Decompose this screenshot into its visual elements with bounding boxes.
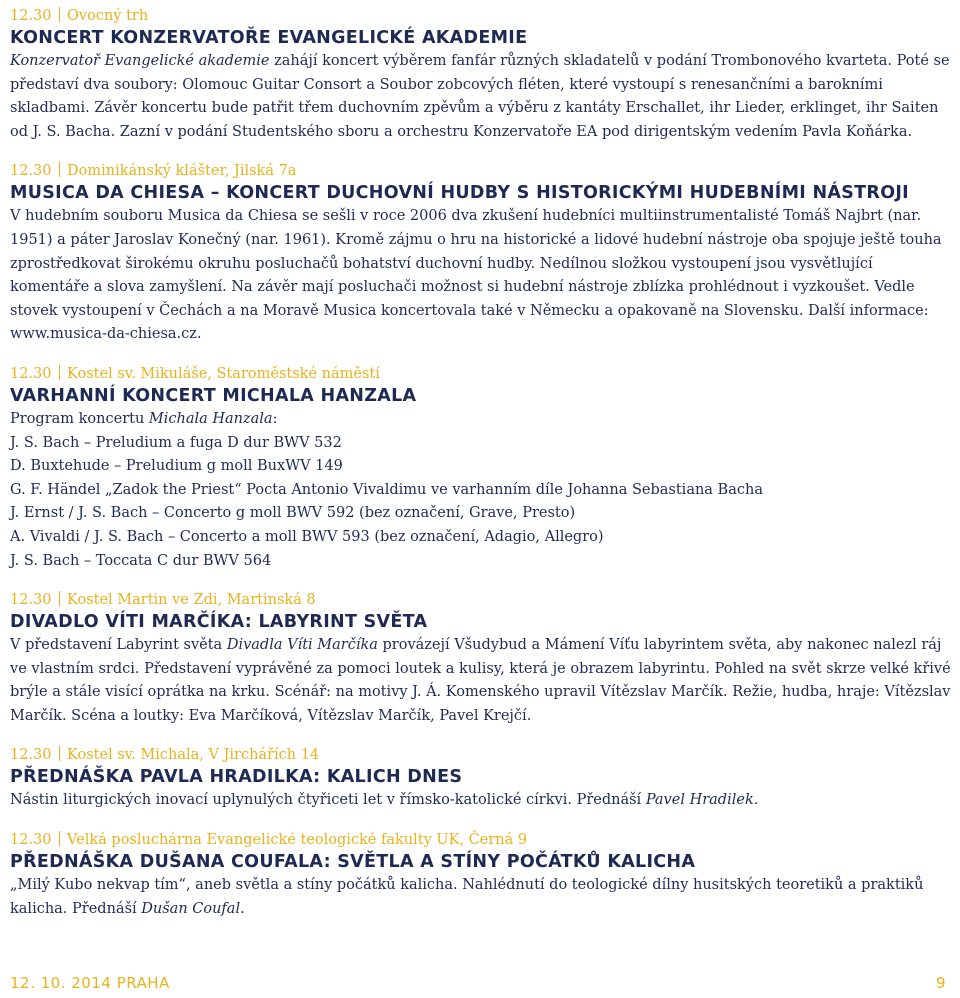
event-description xyxy=(10,874,952,921)
event-description xyxy=(10,205,952,347)
event-time: 12.30 xyxy=(10,365,52,382)
event-place: Kostel sv. Michala, V Jirchářích 14 xyxy=(67,747,320,764)
separator xyxy=(59,365,61,380)
event-title: VARHANNÍ KONCERT MICHALA HANZALA xyxy=(10,385,417,406)
event-time: 12.30 xyxy=(10,8,52,24)
program-item: J. S. Bach – Preludium a fuga D dur BWV 532 xyxy=(10,434,342,451)
separator xyxy=(59,831,61,846)
theatre-name: Divadla Víti Marčíka xyxy=(226,637,378,654)
event-time: 12.30 xyxy=(10,747,52,764)
event-title: DIVADLO VÍTI MARČÍKA: LABYRINT SVĚTA xyxy=(10,612,428,633)
separator xyxy=(59,7,61,22)
program-item: A. Vivaldi / J. S. Bach – Concerto a moll BWV 593 (bez označení, Adagio, Allegro) xyxy=(10,528,604,545)
program-item: J. Ernst / J. S. Bach – Concerto g moll BWV 592 (bez označení, Grave, Presto) xyxy=(10,505,576,522)
event-concert-conservatory xyxy=(10,6,952,144)
program-intro-text: Program koncertu xyxy=(10,410,149,427)
lecturer-name: Dušan Coufal xyxy=(141,900,241,917)
page-footer xyxy=(10,974,946,992)
description-text: V hudebním souboru Musica da Chiesa se sešli v roce 2006 dva zkušení hudebníci multiinstrumentalisté Tomáš Najbrt (nar. 1951) a páter Jaroslav Konečný (nar. 1961). Kromě zájmu o hru na historické a lidové hudební nástroje oba spojuje ještě touha zprostředkovat širokému okruhu posluchačů bohatství duchovní hudby. Nedílnou složkou vystoupení jsou vysvětlující komentáře a slova zamyšlení. Na závěr mají posluchači možnost si hudební nástroje zblízka prohlédnout i vyzkoušet. Vedle stovek vystoupení v Čechách a na Moravě Musica koncertovala také v Německu a opakovaně na Slovensku. Další informace: www.musica-da-chiesa.cz. xyxy=(10,208,942,343)
event-place: Dominikánský klášter, Jilská 7a xyxy=(67,163,297,180)
event-musica-da-chiesa xyxy=(10,161,952,347)
event-time: 12.30 xyxy=(10,832,52,849)
event-title: KONCERT KONZERVATOŘE EVANGELICKÉ AKADEMIE xyxy=(10,28,528,48)
event-meta xyxy=(10,830,952,850)
description-text: zahájí koncert výběrem fanfár různých skladatelů v podání Trombonového kvarteta. Poté se představí dva soubory: Olomouc Guitar Consort a Soubor zobcových fléten, které vystoupí s renesančními a barokními skladbami. Závěr koncertu bude patřit třem duchovním zpěvům a výběru z kantáty Erschallet, ihr Lieder, erklinget, ihr Saiten od J. S. Bacha. Zazní v podání Studentského sboru a orchestru Konzervatoře EA pod dirigentským vedením Pavla Koňárka. xyxy=(10,53,950,140)
event-time: 12.30 xyxy=(10,592,52,609)
event-description xyxy=(10,789,952,813)
event-meta xyxy=(10,364,952,384)
event-meta xyxy=(10,590,952,610)
performer-name: Michala Hanzala xyxy=(148,410,273,427)
event-title: PŘEDNÁŠKA PAVLA HRADILKA: KALICH DNES xyxy=(10,767,463,788)
event-meta xyxy=(10,6,952,26)
event-time: 12.30 xyxy=(10,163,52,180)
event-lecture-hradilek xyxy=(10,745,952,813)
event-meta xyxy=(10,161,952,181)
program-colon: : xyxy=(272,410,278,427)
event-description xyxy=(10,50,952,144)
description-text: . xyxy=(240,900,245,917)
program-item: G. F. Händel „Zadok the Priest“ Pocta Antonio Vivaldimu ve varhanním díle Johanna Sebastiana Bacha xyxy=(10,481,763,498)
event-meta xyxy=(10,745,952,765)
description-text: V představení Labyrint světa xyxy=(10,637,227,654)
event-place: Velká posluchárna Evangelické teologické fakulty UK, Černá 9 xyxy=(67,832,528,849)
description-text: . xyxy=(753,792,759,809)
separator xyxy=(59,162,61,177)
description-text: Nástin liturgických inovací uplynulých čtyřiceti let v římsko-katolické církvi. Přednáší xyxy=(10,792,646,809)
program-item: D. Buxtehude – Preludium g moll BuxWV 149 xyxy=(10,458,343,475)
event-place: Kostel Martin ve Zdi, Martinská 8 xyxy=(67,592,316,609)
description-text: provázejí Všudybud a Mámení Víťu labyrintem světa, aby nakonec nalezl ráj ve vlastním srdci. Představení vyprávěné za pomoci loutek a kulisy, která je obrazem labyrintu. Pohled na svět skrze velké křivé brýle a stále visící oprátka na krku. Scénář: na motivy J. Á. Komenského upravil Vítězslav Marčík. Režie, hudba, hraje: Vítězslav Marčík. Scéna a loutky: Eva Marčíková, Vítězslav Marčík, Pavel Krejčí. xyxy=(10,637,951,724)
event-title: MUSICA DA CHIESA – KONCERT DUCHOVNÍ HUDBY S HISTORICKÝMI HUDEBNÍMI NÁSTROJI xyxy=(10,183,909,204)
program-item: J. S. Bach – Toccata C dur BWV 564 xyxy=(10,552,272,569)
event-lecture-coufal xyxy=(10,830,952,921)
description-text: „Milý Kubo nekvap tím“, aneb světla a stíny počátků kalicha. Nahlédnutí do teologické dílny husitských teoretiků a praktiků kalicha. Přednáší xyxy=(10,877,924,917)
ensemble-name: Konzervatoř Evangelické akademie xyxy=(10,53,270,69)
program-intro xyxy=(10,408,952,432)
event-organ-concert xyxy=(10,364,952,573)
separator xyxy=(59,591,61,606)
separator xyxy=(59,746,61,761)
event-place: Ovocný trh xyxy=(67,8,149,24)
event-place: Kostel sv. Mikuláše, Staroměstské náměstí xyxy=(67,365,380,382)
lecturer-name: Pavel Hradilek xyxy=(645,792,754,809)
event-puppet-theatre xyxy=(10,590,952,728)
event-description xyxy=(10,634,952,728)
page-number: 9 xyxy=(935,974,946,992)
event-title: PŘEDNÁŠKA DUŠANA COUFALA: SVĚTLA A STÍNY POČÁTKŮ KALICHA xyxy=(10,852,696,873)
program-page xyxy=(10,6,952,938)
footer-date-place: 12. 10. 2014 PRAHA xyxy=(10,974,170,992)
